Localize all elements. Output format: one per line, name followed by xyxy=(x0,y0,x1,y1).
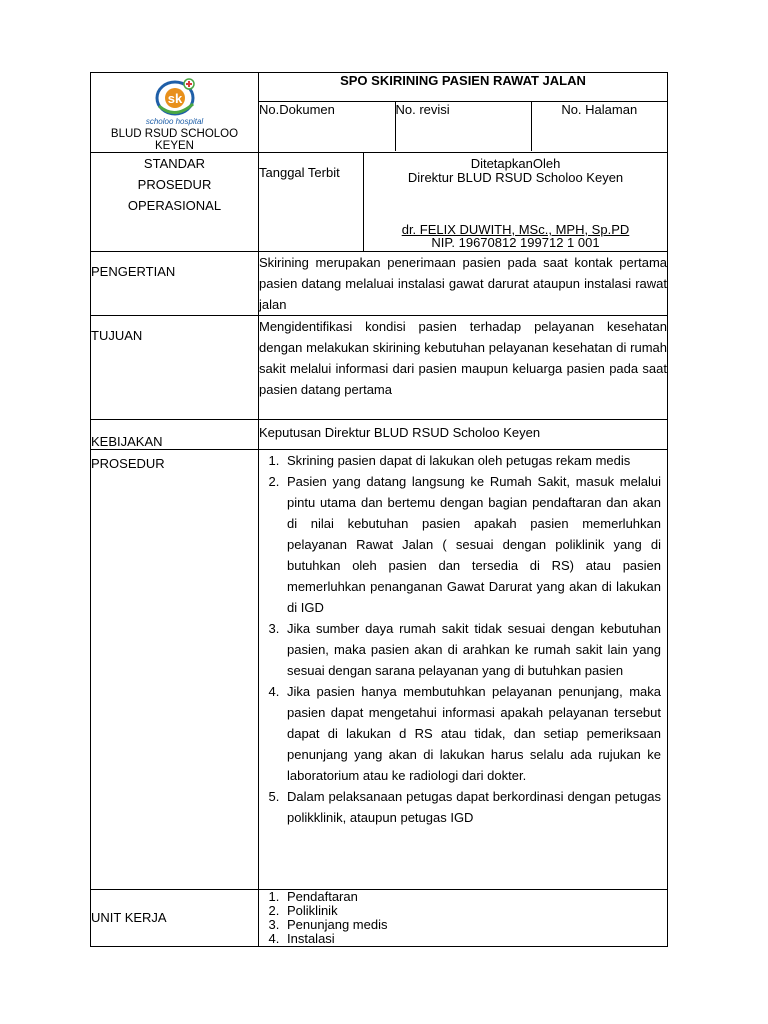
signatory-nip: NIP. 19670812 199712 1 001 xyxy=(431,235,600,250)
tanggal-terbit-row xyxy=(259,153,668,252)
prosedur-item: 3. Jika sumber daya rumah sakit tidak sesuai dengan kebutuhan pasien, maka pasien akan di arahkan ke rumah sakit lain yang sesuai dengan sarana pelayanan yang di butuhkan pasien xyxy=(283,618,661,681)
unit-kerja-item: 3. Penunjang medis xyxy=(283,918,667,932)
prosedur-item: 5. Dalam pelaksanaan petugas dapat berkordinasi dengan petugas polikklinik, ataupun petugas IGD xyxy=(283,786,661,828)
direktur-title: Direktur BLUD RSUD Scholoo Keyen xyxy=(407,170,624,185)
hospital-name: BLUD RSUD SCHOLOO KEYEN xyxy=(110,128,239,152)
header-right-cell xyxy=(259,73,668,153)
unit-kerja-list xyxy=(259,890,667,946)
prosedur-cell xyxy=(259,450,668,890)
unit-kerja-item: 1. Pendaftaran xyxy=(283,890,667,904)
prosedur-label: PROSEDUR xyxy=(91,450,259,890)
tujuan-label: TUJUAN xyxy=(91,316,259,420)
no-halaman-label: No. Halaman xyxy=(531,101,667,151)
prosedur-list xyxy=(259,450,667,828)
unit-kerja-cell xyxy=(259,890,668,947)
signatory-name: dr. FELIX DUWITH, MSc., MPH, Sp.PD xyxy=(401,222,630,237)
no-revisi-label: No. revisi xyxy=(395,101,531,151)
kebijakan-text: Keputusan Direktur BLUD RSUD Scholoo Keyen xyxy=(259,420,668,450)
spo-label-line-3: OPERASIONAL xyxy=(127,198,222,213)
hospital-logo-icon xyxy=(135,76,215,122)
spo-document-table xyxy=(90,72,668,947)
kebijakan-label: KEBIJAKAN xyxy=(91,420,259,450)
prosedur-item: 4. Jika pasien hanya membutuhkan pelayanan penunjang, maka pasien dapat mengetahui informasi apakah pelayanan tersebut dapat di lakukan d RS atau tidak, dan setiap pemeriksaan penunjang yang akan di lakukan harus selalu ada rujukan ke laboratorium atau ke radiologi dari dokter. xyxy=(283,681,661,786)
no-dokumen-label: No.Dokumen xyxy=(259,101,395,151)
spo-label-line-1: STANDAR xyxy=(143,156,206,171)
svg-text:sk: sk xyxy=(167,91,182,106)
tujuan-text: Mengidentifikasi kondisi pasien terhadap pelayanan kesehatan dengan melakukan skirining kebutuhan pelayanan kesehatan di rumah sakit melalui informasi dari pasien maupun keluarga pasien pada saat pasien datang pertama xyxy=(259,316,668,420)
pengertian-label: PENGERTIAN xyxy=(91,252,259,316)
tanggal-terbit-label: Tanggal Terbit xyxy=(259,153,364,251)
pengertian-text: Skirining merupakan penerimaan pasien pada saat kontak pertama pasien datang melaluai instalasi gawat darurat ataupun instalasi rawat jalan xyxy=(259,252,668,316)
spo-label-cell xyxy=(91,153,259,252)
document-title: SPO SKIRINING PASIEN RAWAT JALAN xyxy=(259,73,667,101)
unit-kerja-item: 2. Poliklinik xyxy=(283,904,667,918)
logo-caption: scholoo hospital xyxy=(145,117,204,126)
ditetapkan-cell xyxy=(364,153,668,251)
unit-kerja-item: 4. Instalasi xyxy=(283,932,667,946)
spo-label-line-2: PROSEDUR xyxy=(137,177,212,192)
ditetapkan-oleh: DitetapkanOleh xyxy=(470,156,561,171)
unit-kerja-label: UNIT KERJA xyxy=(91,890,259,947)
prosedur-item: 2. Pasien yang datang langsung ke Rumah Sakit, masuk melalui pintu utama dan bertemu dengan bagian pendaftaran dan akan di nilai kebutuhan pasien apakah pasien memerluhkan pelayanan Rawat Jalan ( sesuai dengan poliklinik yang di butuhkan oleh pasien dan tersedia di RS) atau pasien memerluhkan penanganan Gawat Darurat yang akan di lakukan di IGD xyxy=(283,471,661,618)
logo-cell xyxy=(91,73,259,153)
prosedur-item: 1. Skrining pasien dapat di lakukan oleh petugas rekam medis xyxy=(283,450,661,471)
